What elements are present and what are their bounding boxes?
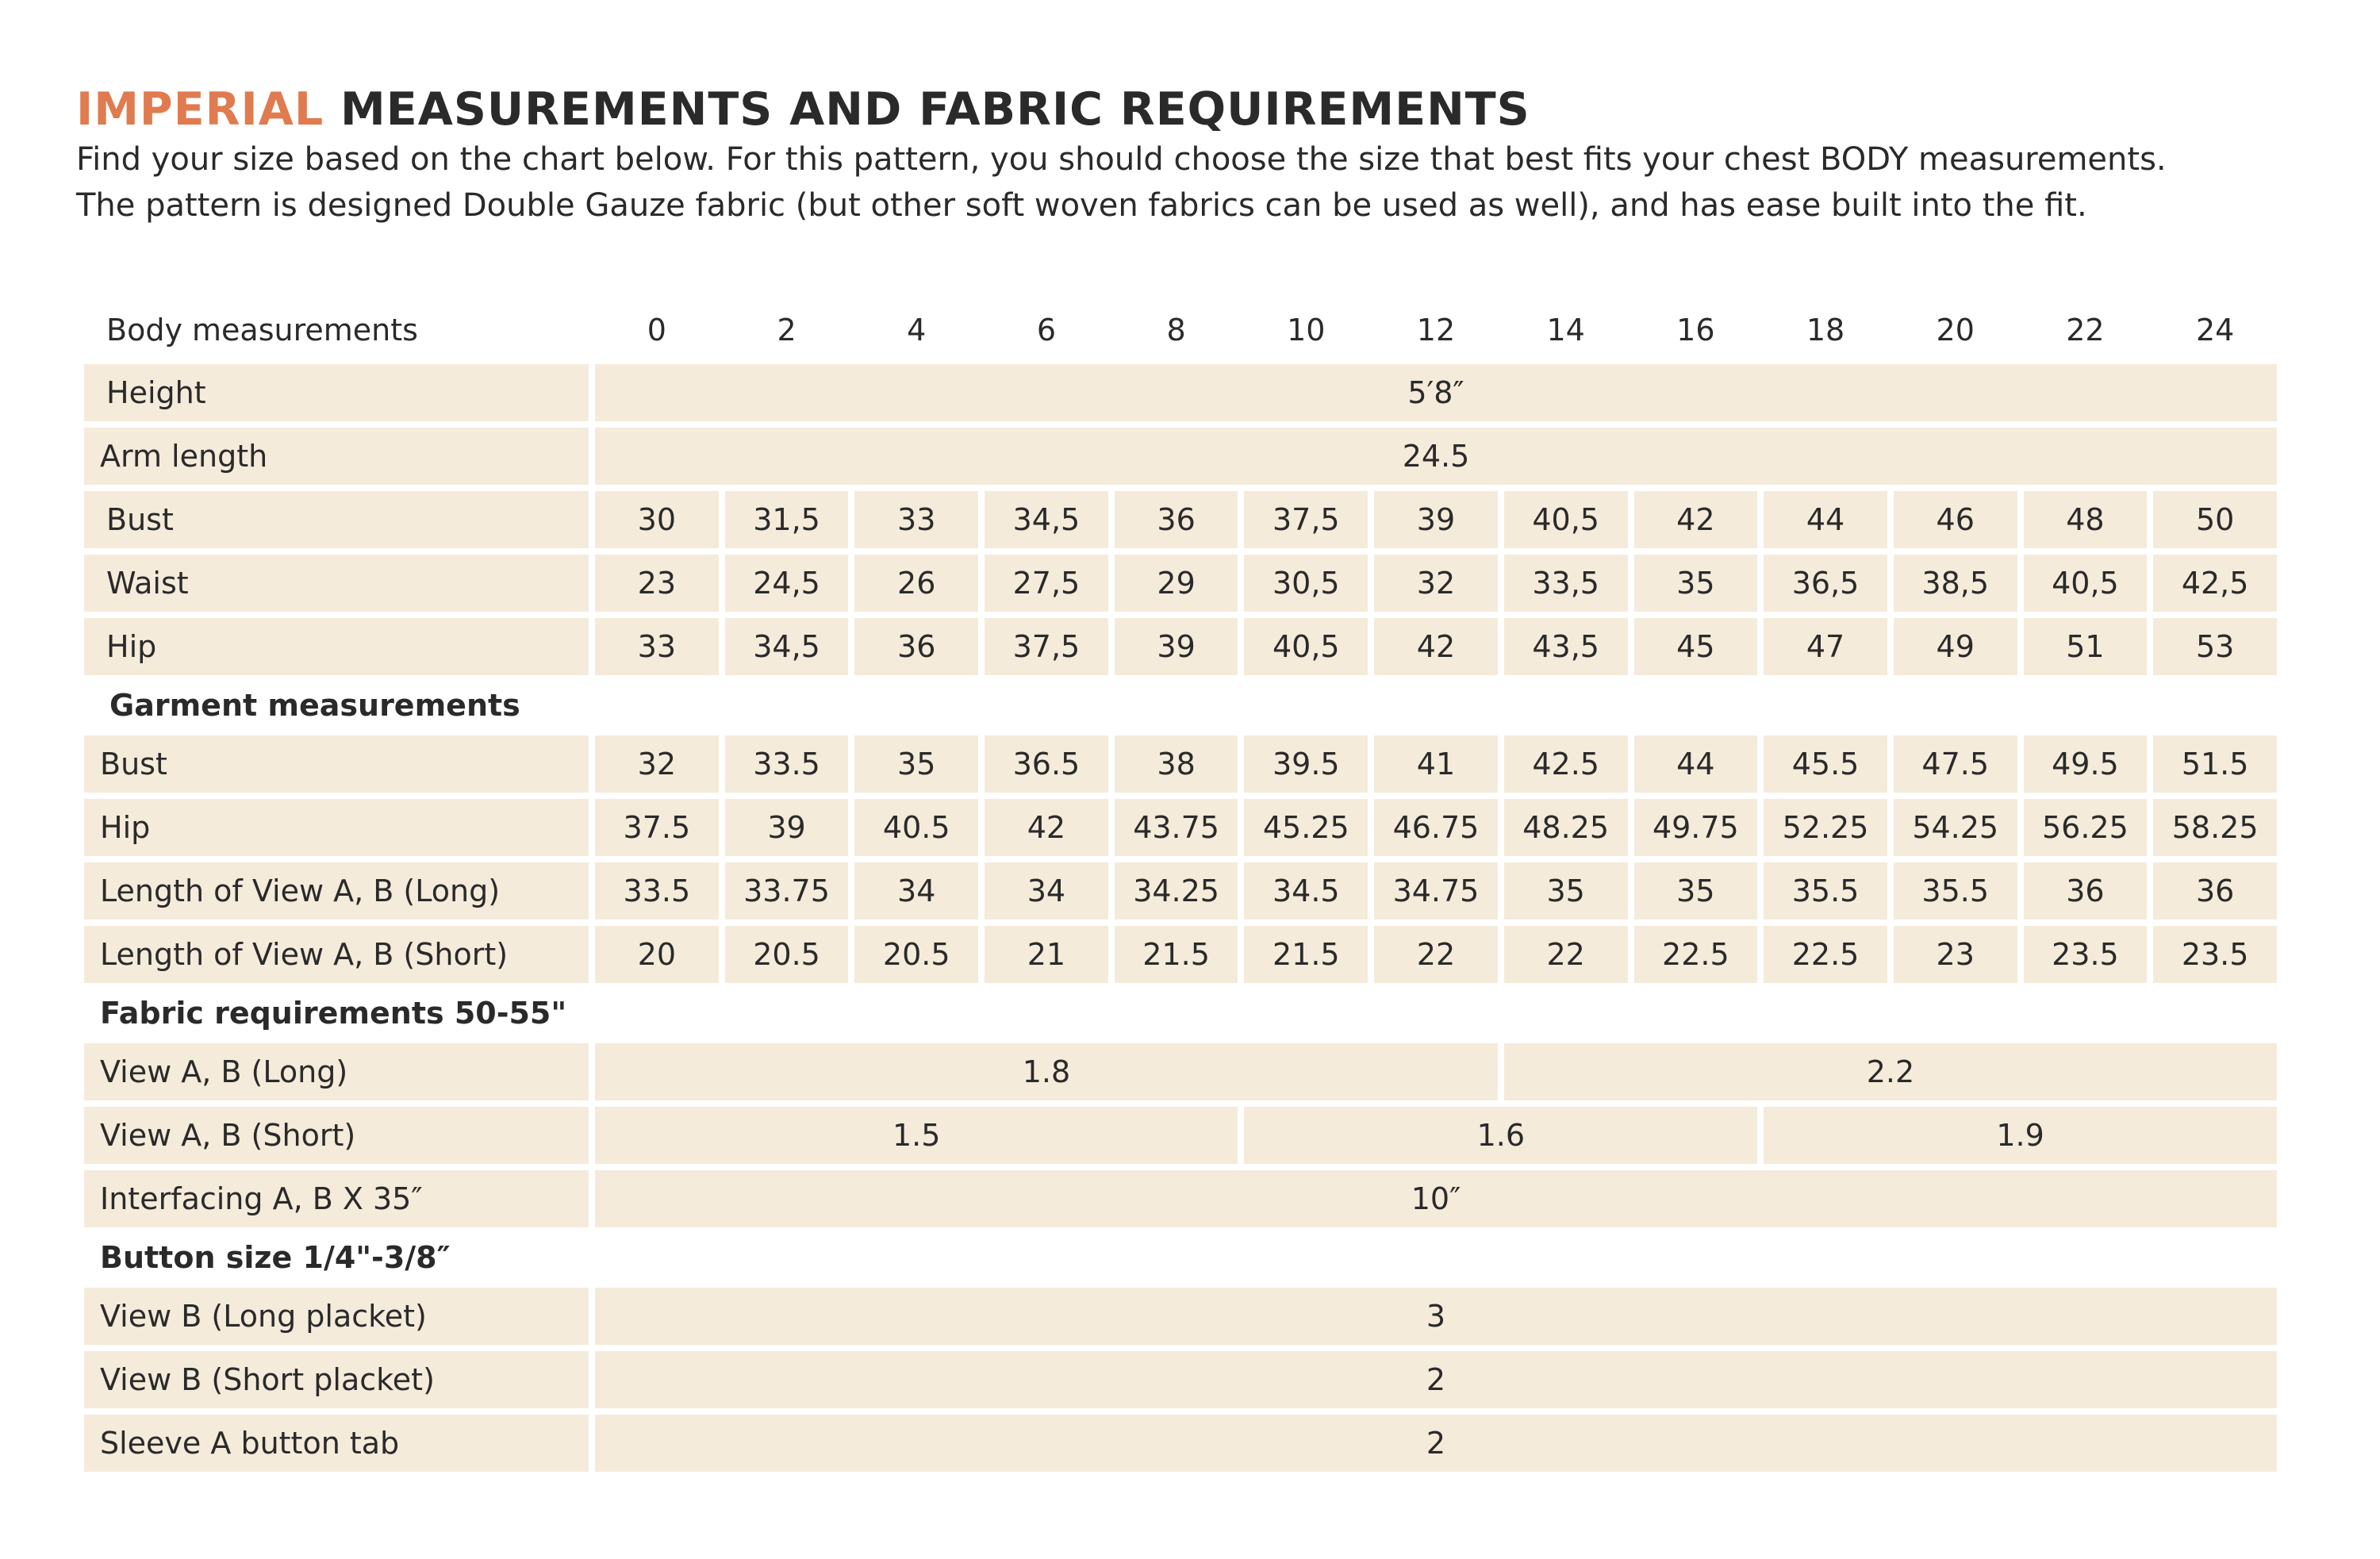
table-cell: 36 xyxy=(854,618,978,675)
table-cell: 51 xyxy=(2024,618,2148,675)
fabric-yardage: 2.2 xyxy=(1504,1043,2277,1100)
row-label: Hip xyxy=(84,799,589,856)
table-cell: 52.25 xyxy=(1764,799,1887,856)
table-cell: 29 xyxy=(1115,555,1238,612)
table-cell: 35 xyxy=(1634,862,1758,920)
table-cell: 47.5 xyxy=(1894,735,2017,793)
table-cell: 39 xyxy=(1115,618,1238,675)
table-cell: 21.5 xyxy=(1115,926,1238,983)
fabric-yardage: 1.5 xyxy=(595,1107,1238,1164)
long-placket-row xyxy=(84,1288,2277,1345)
row-label: Hip xyxy=(84,618,589,675)
table-cell: 45.25 xyxy=(1244,799,1368,856)
table-cell: 56.25 xyxy=(2024,799,2148,856)
table-cell: 34.25 xyxy=(1115,862,1238,920)
table-cell: 49.5 xyxy=(2024,735,2148,793)
table-cell: 34,5 xyxy=(985,491,1108,548)
body-measurements-header: Body measurements xyxy=(106,313,418,348)
row-label: Interfacing A, B X 35″ xyxy=(84,1170,589,1227)
table-cell: 37,5 xyxy=(1244,491,1368,548)
table-cell: 40.5 xyxy=(854,799,978,856)
table-cell: 35 xyxy=(854,735,978,793)
row-label: Waist xyxy=(84,555,589,612)
short-placket-row xyxy=(84,1351,2277,1408)
size-header: 0 xyxy=(647,313,666,348)
table-cell: 39.5 xyxy=(1244,735,1368,793)
table-cell: 43.75 xyxy=(1115,799,1238,856)
garment-hip-row xyxy=(84,799,2277,856)
view-long-row xyxy=(84,1043,2277,1100)
size-header: 2 xyxy=(777,313,797,348)
table-cell: 22.5 xyxy=(1634,926,1758,983)
row-label: View A, B (Short) xyxy=(84,1107,589,1164)
table-cell: 21.5 xyxy=(1244,926,1368,983)
garment-section-title: Garment measurements xyxy=(109,688,520,723)
table-cell: 30,5 xyxy=(1244,555,1368,612)
size-header: 12 xyxy=(1416,313,1456,348)
table-cell: 49 xyxy=(1894,618,2017,675)
fabric-yardage: 1.9 xyxy=(1764,1107,2277,1164)
table-cell: 23 xyxy=(595,555,719,612)
size-header: 18 xyxy=(1806,313,1845,348)
page-title xyxy=(76,81,1530,138)
measurements-table xyxy=(78,296,2283,1478)
table-cell: 33 xyxy=(595,618,719,675)
height-value: 5′8″ xyxy=(595,364,2277,421)
length-long-row xyxy=(84,862,2277,920)
arm-length-row xyxy=(84,428,2277,485)
table-cell: 33.5 xyxy=(595,862,719,920)
body-bust-row xyxy=(84,491,2277,548)
table-cell: 54.25 xyxy=(1894,799,2017,856)
header-row xyxy=(84,302,2277,358)
table-cell: 58.25 xyxy=(2153,799,2277,856)
table-cell: 23.5 xyxy=(2153,926,2277,983)
table-cell: 21 xyxy=(985,926,1108,983)
row-label: Length of View A, B (Long) xyxy=(84,862,589,920)
size-header: 8 xyxy=(1166,313,1186,348)
fabric-yardage: 1.8 xyxy=(595,1043,1498,1100)
table-cell: 42,5 xyxy=(2153,555,2277,612)
button-count: 3 xyxy=(595,1288,2277,1345)
table-cell: 40,5 xyxy=(1504,491,1628,548)
row-label: View B (Long placket) xyxy=(84,1288,589,1345)
intro-line-1: Find your size based on the chart below. For this pattern, you should choose the size that best fits your chest BODY measurements. xyxy=(76,141,2167,178)
table-cell: 23.5 xyxy=(2024,926,2148,983)
table-cell: 49.75 xyxy=(1634,799,1758,856)
table-cell: 42 xyxy=(1374,618,1498,675)
arm-length-value: 24.5 xyxy=(595,428,2277,485)
table-cell: 36 xyxy=(2153,862,2277,920)
body-hip-row xyxy=(84,618,2277,675)
table-cell: 35 xyxy=(1634,555,1758,612)
table-cell: 37.5 xyxy=(595,799,719,856)
table-cell: 46.75 xyxy=(1374,799,1498,856)
table-cell: 43,5 xyxy=(1504,618,1628,675)
table-cell: 42.5 xyxy=(1504,735,1628,793)
table-cell: 40,5 xyxy=(2024,555,2148,612)
table-cell: 33.5 xyxy=(725,735,849,793)
table-cell: 32 xyxy=(1374,555,1498,612)
intro-text xyxy=(76,136,2345,228)
fabric-yardage: 1.6 xyxy=(1244,1107,1757,1164)
table-cell: 32 xyxy=(595,735,719,793)
table-cell: 36 xyxy=(2024,862,2148,920)
table-cell: 33.75 xyxy=(725,862,849,920)
row-label: Height xyxy=(84,364,589,421)
title-rest: MEASUREMENTS AND FABRIC REQUIREMENTS xyxy=(340,83,1530,136)
table-cell: 44 xyxy=(1634,735,1758,793)
size-header: 16 xyxy=(1676,313,1715,348)
table-cell: 41 xyxy=(1374,735,1498,793)
table-cell: 22 xyxy=(1504,926,1628,983)
size-header: 4 xyxy=(907,313,927,348)
table-cell: 48.25 xyxy=(1504,799,1628,856)
table-cell: 31,5 xyxy=(725,491,849,548)
table-cell: 45.5 xyxy=(1764,735,1887,793)
table-cell: 45 xyxy=(1634,618,1758,675)
size-header: 6 xyxy=(1036,313,1056,348)
table-cell: 35.5 xyxy=(1764,862,1887,920)
table-cell: 22 xyxy=(1374,926,1498,983)
table-cell: 34 xyxy=(854,862,978,920)
table-cell: 38,5 xyxy=(1894,555,2017,612)
table-cell: 34,5 xyxy=(725,618,849,675)
fabric-section-row xyxy=(84,989,2277,1037)
row-label: Length of View A, B (Short) xyxy=(84,926,589,983)
button-section-title: Button size 1/4"-3/8″ xyxy=(100,1240,451,1275)
table-cell: 34.75 xyxy=(1374,862,1498,920)
row-label: Bust xyxy=(84,491,589,548)
table-cell: 53 xyxy=(2153,618,2277,675)
size-header: 22 xyxy=(2066,313,2105,348)
button-count: 2 xyxy=(595,1351,2277,1408)
table-cell: 20 xyxy=(595,926,719,983)
table-cell: 40,5 xyxy=(1244,618,1368,675)
table-cell: 42 xyxy=(985,799,1108,856)
table-cell: 33,5 xyxy=(1504,555,1628,612)
table-cell: 24,5 xyxy=(725,555,849,612)
garment-bust-row xyxy=(84,735,2277,793)
button-count: 2 xyxy=(595,1415,2277,1472)
fabric-section-title: Fabric requirements 50-55" xyxy=(100,996,567,1031)
table-cell: 36,5 xyxy=(1764,555,1887,612)
row-label: View A, B (Long) xyxy=(84,1043,589,1100)
view-short-row xyxy=(84,1107,2277,1164)
table-cell: 20.5 xyxy=(854,926,978,983)
length-short-row xyxy=(84,926,2277,983)
row-label: View B (Short placket) xyxy=(84,1351,589,1408)
body-waist-row xyxy=(84,555,2277,612)
table-cell: 20.5 xyxy=(725,926,849,983)
table-cell: 34 xyxy=(985,862,1108,920)
title-accent: IMPERIAL xyxy=(76,83,324,136)
table-cell: 26 xyxy=(854,555,978,612)
table-cell: 39 xyxy=(725,799,849,856)
button-section-row xyxy=(84,1234,2277,1281)
row-label: Bust xyxy=(84,735,589,793)
interfacing-value: 10″ xyxy=(595,1170,2277,1227)
size-header: 10 xyxy=(1287,313,1326,348)
table-cell: 38 xyxy=(1115,735,1238,793)
table-cell: 50 xyxy=(2153,491,2277,548)
table-cell: 33 xyxy=(854,491,978,548)
table-cell: 47 xyxy=(1764,618,1887,675)
table-cell: 37,5 xyxy=(985,618,1108,675)
row-label: Arm length xyxy=(84,428,589,485)
table-cell: 51.5 xyxy=(2153,735,2277,793)
table-cell: 46 xyxy=(1894,491,2017,548)
table-cell: 42 xyxy=(1634,491,1758,548)
interfacing-row xyxy=(84,1170,2277,1227)
size-header: 20 xyxy=(1936,313,1975,348)
table-cell: 36.5 xyxy=(985,735,1108,793)
table-cell: 48 xyxy=(2024,491,2148,548)
table-cell: 39 xyxy=(1374,491,1498,548)
sleeve-tab-row xyxy=(84,1415,2277,1472)
table-cell: 22.5 xyxy=(1764,926,1887,983)
garment-section-row xyxy=(84,682,2277,729)
intro-line-2: The pattern is designed Double Gauze fabric (but other soft woven fabrics can be used as well), and has ease built into the fit. xyxy=(76,187,2087,224)
table-cell: 35.5 xyxy=(1894,862,2017,920)
height-row xyxy=(84,364,2277,421)
table-cell: 34.5 xyxy=(1244,862,1368,920)
table-cell: 23 xyxy=(1894,926,2017,983)
table-cell: 44 xyxy=(1764,491,1887,548)
table-cell: 30 xyxy=(595,491,719,548)
size-header: 14 xyxy=(1546,313,1585,348)
row-label: Sleeve A button tab xyxy=(84,1415,589,1472)
table-cell: 27,5 xyxy=(985,555,1108,612)
size-header: 24 xyxy=(2195,313,2235,348)
table-cell: 36 xyxy=(1115,491,1238,548)
table-cell: 35 xyxy=(1504,862,1628,920)
